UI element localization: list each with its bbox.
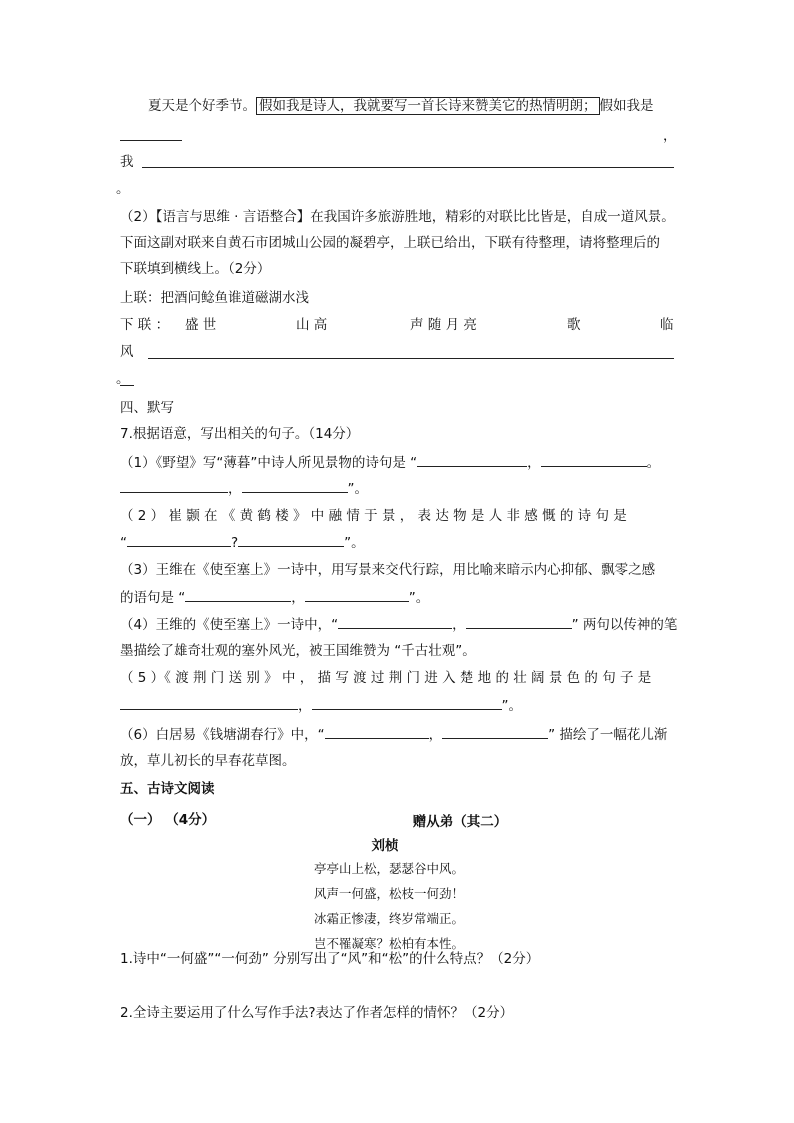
item3-line2: 的语句是 “ ， ”。	[120, 587, 429, 608]
item1-line2: ， ”。	[120, 478, 368, 499]
couplet-word-1: 盛 世	[185, 317, 217, 333]
couplet-lower-label: 下 联 ：	[120, 317, 170, 333]
item5-blank-1[interactable]	[120, 695, 298, 710]
q6-intro-text: 夏天是个好季节。	[148, 98, 256, 114]
item5-close: ”。	[501, 698, 522, 714]
item4-blank-2[interactable]	[466, 614, 572, 629]
couplet-upper: 上联：把酒问鲶鱼谁道磁湖水浅	[120, 290, 309, 306]
item1-close: ”。	[347, 481, 368, 497]
item4-text: （4）王维的《使至塞上》一诗中，“	[120, 617, 339, 633]
item2-blank-2[interactable]	[238, 532, 344, 547]
q6-intro-cont: 假如我是	[599, 98, 654, 114]
item5-blank-2[interactable]	[312, 695, 502, 710]
couplet-word-4: 歌	[567, 317, 581, 333]
item6-blank-1[interactable]	[325, 724, 429, 739]
q6-comma: ，	[663, 128, 677, 144]
item5-line2: ， ”。	[120, 695, 522, 716]
item1-blank-3[interactable]	[120, 478, 228, 493]
q6-blank-1a[interactable]	[120, 140, 182, 141]
couplet-lower-cont: 风	[120, 344, 134, 360]
item1-blank-4[interactable]	[242, 478, 348, 493]
poem-title: 赠从弟（其二）	[412, 814, 508, 830]
section5-title: 五、古诗文阅读	[120, 781, 215, 797]
item1-blank-1[interactable]	[417, 452, 527, 467]
couplet-word-3: 声 随 月 亮	[410, 317, 477, 333]
item6-line2: 放，草儿初长的早春花草图。	[120, 753, 296, 769]
item4-line2: 墨描绘了雄奇壮观的塞外风光，被王国维赞为 “千古壮观”。	[120, 643, 476, 659]
couplet-line-2: 下面这副对联来自黄石市团城山公园的凝碧亭，上联已给出，下联有待整理，请将整理后的	[120, 235, 660, 251]
couplet-answer-blank[interactable]	[148, 358, 674, 359]
item1-blank-2[interactable]	[541, 452, 647, 467]
reading-q1: 1.诗中“一何盛”“一何劲” 分别写出了“风”和“松”的什么特点？（2分）	[120, 951, 540, 967]
item3-close: ”。	[408, 590, 430, 606]
q6-period: 。	[116, 181, 130, 197]
item3-text: 的语句是 “	[120, 590, 186, 606]
poem-author: 刘桢	[371, 838, 399, 854]
item3-blank-2[interactable]	[305, 587, 409, 602]
item2-line2: “ ? ”。	[120, 532, 365, 553]
item4-line1: （4）王维的《使至塞上》一诗中，“ ， ” 两句以传神的笔	[120, 614, 677, 635]
poem-line-1: 亭亭山上松，瑟瑟谷中风。	[314, 861, 465, 876]
item1-line1: （1）《野望》写“薄暮”中诗人所见景物的诗句是 “ ， 。	[120, 452, 660, 473]
poem-line-2: 风声一何盛，松枝一何劲！	[314, 886, 465, 901]
couplet-word-5: 临	[660, 317, 674, 333]
item2-close: ”。	[344, 535, 365, 551]
item6-line1: （6）白居易《钱塘湖春行》中，“ ， ” 描绘了一幅花儿渐	[120, 724, 667, 745]
q6-line2-label: 我	[120, 154, 134, 170]
poem-line-3: 冰霜正惨凄，终岁常端正。	[314, 911, 465, 926]
poem-line-4: 岂不罹凝寒？松柏有本性。	[314, 936, 465, 951]
item1-text: （1）《野望》写“薄暮”中诗人所见景物的诗句是 “	[120, 455, 418, 471]
item3-line1: （3）王维在《使至塞上》一诗中，用写景来交代行踪，用比喻来暗示内心抑郁、飘零之感	[120, 562, 656, 578]
item6-blank-2[interactable]	[442, 724, 548, 739]
item6-text: （6）白居易《钱塘湖春行》中，“	[120, 727, 325, 743]
section4-title: 四、默写	[120, 400, 174, 416]
item2-line1: （ 2 ） 崔 颢 在 《 黄 鹤 楼 》 中 融 情 于 景 ， 表 达 物 是 人 非 感 慨 的 诗 句 是	[120, 508, 627, 524]
couplet-word-2: 山 高	[296, 317, 328, 333]
q7-instruction: 7.根据语意，写出相关的句子。（14分）	[120, 426, 360, 442]
q6-boxed-sentence: 假如我是诗人，我就要写一首长诗来赞美它的热情明朗；	[256, 97, 600, 115]
item4-cont: ” 两句以传神的笔	[571, 617, 678, 633]
couplet-line-1: （2）【语言与思维 · 言语整合】在我国许多旅游胜地，精彩的对联比比皆是，自成一道风景。	[120, 209, 675, 225]
item2-blank-1[interactable]	[127, 532, 231, 547]
couplet-line-3: 下联填到横线上。（2分）	[120, 261, 271, 277]
couplet-blank-tail[interactable]	[120, 385, 134, 386]
q6-intro-line	[148, 96, 654, 116]
item5-line1: （ 5 ）《 渡 荆 门 送 别 》 中 ， 描 写 渡 过 荆 门 进 入 楚 地 的 壮 阔 景 色 的 句 子 是	[120, 670, 652, 686]
item6-cont: ” 描绘了一幅花儿渐	[548, 727, 668, 743]
part-one-label: （一） （4分）	[120, 812, 216, 828]
couplet-period: 。	[116, 371, 130, 387]
item3-blank-1[interactable]	[185, 587, 291, 602]
q6-blank-2[interactable]	[142, 167, 674, 168]
item4-blank-1[interactable]	[338, 614, 452, 629]
reading-q2: 2.全诗主要运用了什么写作手法?表达了作者怎样的情怀？（2分）	[120, 1005, 514, 1021]
